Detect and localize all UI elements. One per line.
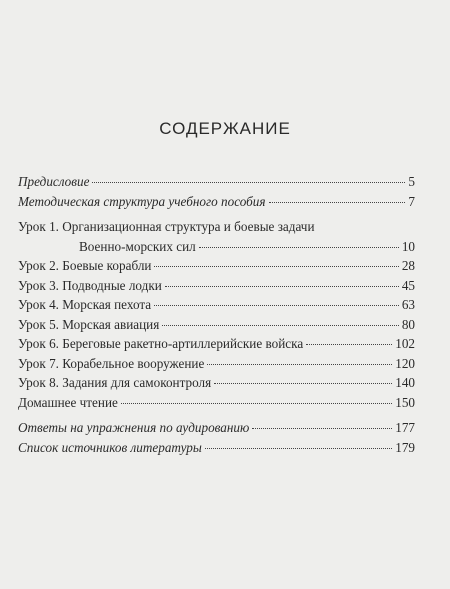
toc-entry-lesson3[interactable]: [18, 278, 415, 298]
toc-entry-lesson7[interactable]: [18, 356, 415, 376]
toc-entry-answers[interactable]: [18, 420, 415, 440]
toc-entry-lesson4[interactable]: [18, 297, 415, 317]
toc-entry-page: 10: [401, 238, 415, 254]
dot-leader: [92, 182, 405, 183]
dot-leader: [252, 428, 392, 429]
toc-entry-page: 179: [395, 439, 415, 455]
page-title: СОДЕРЖАНИЕ: [159, 119, 291, 138]
table-of-contents: [18, 174, 415, 459]
dot-leader: [269, 202, 406, 203]
dot-leader: [306, 344, 392, 345]
toc-entry-page: 45: [401, 277, 415, 293]
toc-entry-label: Список источников литературы: [18, 439, 202, 455]
toc-entry-lesson6[interactable]: [18, 336, 415, 356]
toc-entry-page: 140: [395, 375, 415, 390]
toc-entry-page: 80: [401, 316, 415, 332]
dot-leader: [199, 247, 399, 248]
dot-leader: [154, 266, 398, 267]
toc-entry-label: Урок 5. Морская авиация: [18, 316, 160, 332]
toc-entry-page: 150: [395, 394, 415, 410]
toc-entry-label: Методическая структура учебного пособия: [18, 193, 266, 209]
toc-entry-label: Урок 7. Корабельное вооружение: [18, 355, 205, 371]
dot-leader: [207, 364, 392, 365]
toc-entry-label: Ответы на упражнения по аудированию: [18, 420, 250, 435]
dot-leader: [154, 305, 399, 306]
toc-entry-preface[interactable]: [18, 174, 415, 194]
toc-entry-label: Урок 2. Боевые корабли: [18, 258, 152, 273]
toc-entry-label: Урок 4. Морская пехота: [18, 297, 152, 312]
toc-entry-lesson8[interactable]: [18, 375, 415, 395]
toc-entry-page: 102: [395, 336, 415, 351]
toc-entry-page: 5: [408, 174, 415, 189]
toc-entry-label: Урок 6. Береговые ракетно-артиллерийские войска: [18, 336, 304, 351]
toc-entry-label: Военно-морских сил: [79, 238, 196, 254]
dot-leader: [165, 286, 399, 287]
toc-entry-label: Урок 8. Задания для самоконтроля: [18, 375, 212, 390]
toc-entry-lesson2[interactable]: [18, 258, 415, 278]
toc-entry-lesson1-line1[interactable]: [18, 219, 415, 239]
toc-entry-label: Урок 3. Подводные лодки: [18, 277, 162, 293]
toc-entry-page: 177: [395, 420, 415, 435]
toc-entry-label: Предисловие: [18, 174, 90, 189]
dot-leader: [214, 383, 392, 384]
dot-leader: [205, 448, 392, 449]
toc-entry-page: 120: [395, 355, 415, 371]
toc-entry-sources[interactable]: [18, 440, 415, 460]
toc-entry-label: Домашнее чтение: [18, 394, 118, 410]
toc-entry-page: 28: [401, 258, 415, 273]
dot-leader: [162, 325, 399, 326]
toc-entry-label: Урок 1. Организационная структура и боевые задачи: [18, 219, 315, 234]
toc-entry-lesson5[interactable]: [18, 317, 415, 337]
toc-entry-method[interactable]: [18, 194, 415, 214]
toc-entry-page: 63: [401, 297, 415, 312]
toc-entry-lesson1-line2[interactable]: [18, 239, 415, 259]
dot-leader: [121, 403, 392, 404]
toc-entry-home-reading[interactable]: [18, 395, 415, 415]
toc-entry-page: 7: [408, 193, 415, 209]
